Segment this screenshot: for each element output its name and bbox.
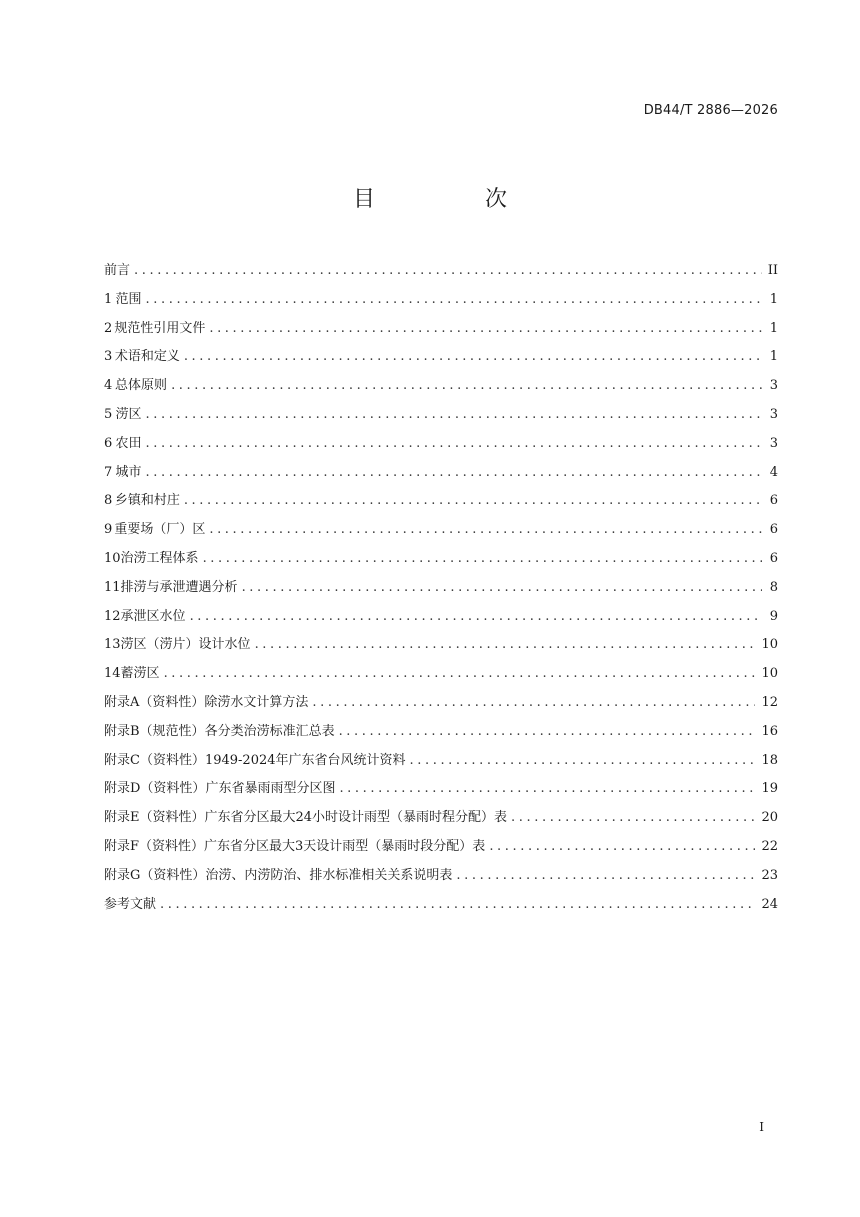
toc-entry-page: 18 (761, 752, 778, 768)
toc-leader-dots (146, 465, 762, 480)
toc-entry-number: 11 (104, 579, 121, 595)
toc-entry-label: 农田 (115, 435, 142, 451)
toc-entry-number: 5 (104, 406, 113, 422)
toc-entry-label: 参考文献 (104, 896, 157, 912)
toc-entry-page: 1 (769, 349, 778, 365)
toc-entry-label: 涝区（涝片）设计水位 (120, 637, 251, 653)
toc-entry[interactable] (104, 691, 778, 720)
toc-entry-number: 13 (104, 637, 121, 653)
toc-leader-dots (184, 493, 762, 508)
toc-entry-appendix: 附录D（资料性） (104, 781, 206, 797)
toc-entry-number: 6 (104, 435, 113, 451)
toc-entry-label: 总体原则 (115, 378, 168, 394)
toc-entry-label: 1949-2024年广东省台风统计资料 (204, 752, 406, 768)
toc-entry[interactable] (104, 259, 778, 288)
toc-entry-number: 4 (104, 378, 113, 394)
toc-leader-dots (339, 781, 755, 796)
toc-entry-page: 1 (769, 291, 778, 307)
toc-leader-dots (255, 637, 756, 652)
toc-leader-dots (184, 349, 762, 364)
toc-entry-label: 治涝、内涝防治、排水标准相关关系说明表 (205, 867, 453, 883)
toc-leader-dots (489, 839, 755, 854)
toc-entry-appendix: 附录E（资料性） (104, 810, 205, 826)
toc-entry-page: 10 (761, 666, 778, 682)
toc-entry[interactable] (104, 461, 778, 490)
toc-entry-page: 4 (769, 464, 778, 480)
toc-entry[interactable] (104, 547, 778, 576)
toc-entry-label: 城市 (115, 464, 142, 480)
toc-entry-number: 14 (104, 666, 121, 682)
toc-leader-dots (190, 609, 762, 624)
toc-entry[interactable] (104, 432, 778, 461)
toc-entry[interactable] (104, 835, 778, 864)
toc-entry-page: 12 (761, 694, 778, 710)
toc-entry[interactable] (104, 317, 778, 346)
toc-entry-label: 范围 (115, 291, 142, 307)
toc-entry[interactable] (104, 633, 778, 662)
toc-leader-dots (146, 292, 762, 307)
toc-entry-page: 24 (761, 896, 778, 912)
toc-leader-dots (146, 407, 762, 422)
toc-entry-number: 10 (104, 550, 121, 566)
toc-leader-dots (171, 378, 762, 393)
toc-leader-dots (511, 810, 755, 825)
toc-entry-number: 7 (104, 464, 113, 480)
toc-leader-dots (312, 695, 755, 710)
toc-entry-label: 广东省暴雨雨型分区图 (205, 781, 336, 797)
toc-entry-number: 2 (104, 320, 113, 336)
toc-entry[interactable] (104, 576, 778, 605)
toc-entry-label: 乡镇和村庄 (114, 493, 180, 509)
toc-entry-label: 重要场（厂）区 (114, 522, 206, 538)
toc-entry-page: 1 (769, 320, 778, 336)
toc-entry-number: 8 (104, 493, 113, 509)
toc-leader-dots (242, 580, 762, 595)
toc-leader-dots (164, 666, 756, 681)
toc-entry-page: 6 (769, 522, 778, 538)
toc-entry-appendix: 附录B（规范性） (104, 723, 205, 739)
toc-entry[interactable] (104, 403, 778, 432)
toc-leader-dots (410, 753, 756, 768)
toc-leader-dots (146, 436, 762, 451)
toc-leader-dots (456, 868, 755, 883)
toc-entry-label: 蓄涝区 (120, 666, 160, 682)
toc-leader-dots (134, 263, 762, 278)
toc-entry-label: 前言 (104, 263, 131, 278)
toc-entry-appendix: 附录G（资料性） (104, 867, 206, 883)
toc-entry-page: 23 (761, 867, 778, 883)
toc-entry-page: II (767, 263, 778, 278)
toc-entry[interactable] (104, 749, 778, 778)
toc-entry-page: 10 (761, 637, 778, 653)
toc-entry-label: 除涝水文计算方法 (204, 694, 309, 710)
table-of-contents (104, 259, 778, 921)
toc-entry[interactable] (104, 288, 778, 317)
toc-entry-page: 9 (769, 608, 778, 624)
toc-leader-dots (339, 724, 756, 739)
toc-entry-number: 9 (104, 522, 113, 538)
toc-entry-appendix: 附录F（资料性） (104, 838, 205, 854)
toc-entry-page: 16 (761, 723, 778, 739)
toc-entry-page: 8 (769, 579, 778, 595)
toc-entry[interactable] (104, 864, 778, 893)
document-code: DB44/T 2886—2026 (643, 103, 778, 118)
toc-leader-dots (209, 321, 762, 336)
toc-entry-page: 20 (761, 810, 778, 826)
toc-entry-label: 治涝工程体系 (120, 550, 199, 566)
toc-entry-page: 19 (761, 781, 778, 797)
toc-entry-page: 3 (769, 435, 778, 451)
toc-entry-appendix: 附录C（资料性） (104, 752, 205, 768)
toc-entry[interactable] (104, 605, 778, 634)
toc-entry-label: 规范性引用文件 (114, 320, 206, 336)
toc-entry[interactable] (104, 345, 778, 374)
toc-entry[interactable] (104, 662, 778, 691)
toc-entry-page: 6 (769, 550, 778, 566)
toc-entry-number: 1 (104, 291, 113, 307)
toc-entry-page: 22 (761, 838, 778, 854)
toc-entry-label: 术语和定义 (114, 349, 180, 365)
toc-entry[interactable] (104, 720, 778, 749)
toc-entry-label: 排涝与承泄遭遇分析 (120, 579, 238, 595)
page-number: I (759, 1120, 764, 1134)
toc-entry[interactable] (104, 893, 778, 922)
toc-entry[interactable] (104, 806, 778, 835)
toc-leader-dots (160, 897, 755, 912)
toc-entry-label: 承泄区水位 (120, 608, 186, 624)
toc-entry-appendix: 附录A（资料性） (104, 694, 205, 710)
toc-entry-label: 各分类治涝标准汇总表 (204, 723, 335, 739)
toc-leader-dots (203, 551, 762, 566)
toc-entry-label: 广东省分区最大3天设计雨型（暴雨时段分配）表 (204, 838, 486, 854)
page-title: 目 次 (352, 187, 551, 212)
toc-entry[interactable] (104, 777, 778, 806)
toc-entry-number: 3 (104, 349, 113, 365)
toc-entry-label: 广东省分区最大24小时设计雨型（暴雨时程分配）表 (204, 810, 508, 826)
toc-leader-dots (209, 522, 762, 537)
toc-entry-label: 涝区 (115, 406, 142, 422)
toc-entry[interactable] (104, 489, 778, 518)
toc-entry[interactable] (104, 518, 778, 547)
toc-entry-page: 3 (769, 406, 778, 422)
toc-entry-number: 12 (104, 608, 121, 624)
toc-entry-page: 6 (769, 493, 778, 509)
toc-entry-page: 3 (769, 378, 778, 394)
toc-entry[interactable] (104, 374, 778, 403)
